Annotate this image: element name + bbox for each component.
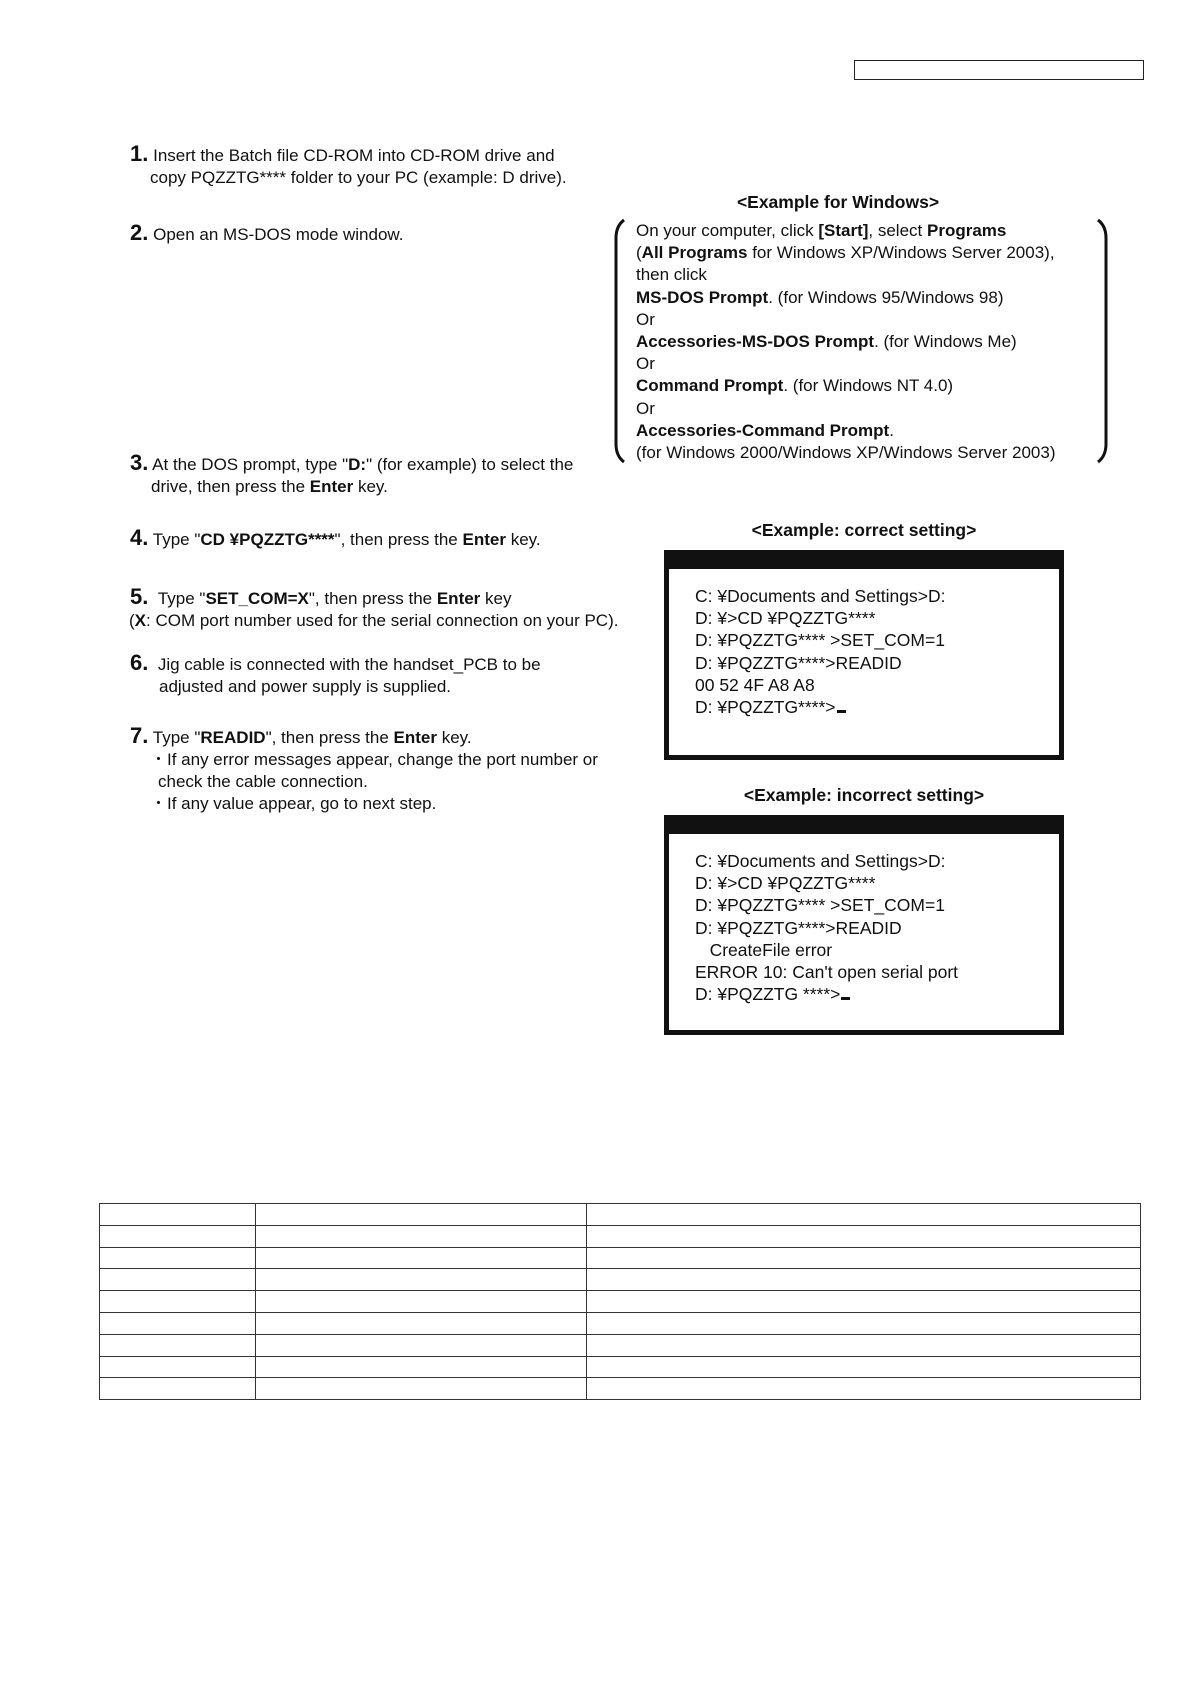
- windows-instructions: [636, 220, 1056, 464]
- step-text-bold: X: [134, 611, 147, 630]
- step-text-bold: Enter: [436, 589, 481, 608]
- step-text: Type ": [152, 728, 201, 747]
- table-row: [100, 1378, 1141, 1400]
- incorrect-terminal: [664, 815, 1064, 1035]
- terminal-line: D: ¥PQZZTG**** >SET_COM=1: [695, 895, 945, 916]
- bullet-text: check the cable connection.: [158, 772, 368, 791]
- header-box: [854, 60, 1144, 80]
- instr-text-bold: Programs: [927, 221, 1007, 240]
- step-text: key.: [505, 530, 541, 549]
- table-row: [100, 1225, 1141, 1247]
- step-text: (: [129, 611, 135, 630]
- step-text: adjusted and power supply is supplied.: [159, 677, 452, 696]
- step-text: At the DOS prompt, type ": [152, 455, 349, 474]
- terminal-line: D: ¥>CD ¥PQZZTG****: [695, 873, 876, 894]
- terminal-line: D: ¥PQZZTG****>: [695, 697, 836, 718]
- instr-text: for Windows XP/Windows Server 2003),: [747, 243, 1055, 263]
- step-1: [130, 143, 567, 189]
- terminal-line: D: ¥PQZZTG****>READID: [695, 917, 902, 938]
- terminal-line: ERROR 10: Can't open serial port: [695, 962, 959, 983]
- instr-text-bold: All Programs: [641, 243, 748, 263]
- step-text: : COM port number used for the serial connection on your PC).: [146, 611, 619, 630]
- instr-text: . (for Windows NT 4.0): [783, 376, 954, 396]
- instr-text-bold: MS-DOS Prompt: [636, 287, 769, 307]
- instr-text-bold: Command Prompt: [636, 376, 784, 396]
- step-number: 7.: [130, 723, 149, 748]
- instr-text-bold: Accessories-Command Prompt: [636, 420, 890, 440]
- terminal-titlebar: [669, 820, 1059, 834]
- instr-text: then click: [636, 265, 707, 285]
- instr-text-bold: [Start]: [818, 221, 869, 240]
- instr-or: Or: [636, 354, 655, 374]
- step-text: ", then press the: [265, 728, 394, 747]
- table-row: [100, 1334, 1141, 1356]
- step-text: copy PQZZTG**** folder to your PC (example: D drive).: [150, 168, 567, 187]
- instr-text: . (for Windows Me): [874, 332, 1017, 352]
- step-number: 3.: [130, 450, 149, 475]
- step-4: [130, 527, 541, 551]
- windows-example-title: <Example for Windows>: [736, 192, 940, 212]
- left-bracket: [612, 218, 626, 464]
- terminal-line: C: ¥Documents and Settings>D:: [695, 851, 946, 871]
- right-bracket: [1096, 218, 1110, 464]
- instr-text: .: [889, 420, 894, 440]
- step-text: Open an MS-DOS mode window.: [153, 225, 404, 244]
- terminal-line: D: ¥PQZZTG ****>: [695, 984, 841, 1005]
- step-text: drive, then press the: [151, 477, 310, 496]
- incorrect-example-title: <Example: incorrect setting>: [743, 785, 985, 805]
- step-text-bold: CD ¥PQZZTG****: [200, 530, 335, 549]
- step-text: " (for example) to select the: [366, 455, 574, 474]
- step-text-bold: Enter: [309, 477, 354, 496]
- step-7: [130, 725, 598, 815]
- step-3: [130, 452, 573, 498]
- bullet-text: ・If any value appear, go to next step.: [150, 794, 437, 813]
- step-text: Insert the Batch file CD-ROM into CD-ROM drive and: [153, 146, 555, 165]
- step-6: [130, 652, 541, 698]
- table-row: [100, 1204, 1141, 1226]
- step-text: Type ": [152, 530, 201, 549]
- step-text: key: [480, 589, 512, 608]
- table-row: [100, 1291, 1141, 1313]
- step-number: 5.: [130, 584, 149, 609]
- step-text: Jig cable is connected with the handset_PCB to be: [157, 655, 541, 674]
- bullet-text: ・If any error messages appear, change the port number or: [150, 750, 598, 769]
- instr-text: On your computer, click: [636, 221, 819, 240]
- step-number: 4.: [130, 525, 149, 550]
- empty-table: [99, 1203, 1141, 1400]
- instr-text: . (for Windows 95/Windows 98): [768, 287, 1004, 307]
- table-row: [100, 1269, 1141, 1291]
- step-text-bold: Enter: [393, 728, 437, 747]
- step-text-bold: READID: [200, 728, 266, 747]
- step-text: key.: [353, 477, 388, 496]
- correct-example-title: <Example: correct setting>: [751, 520, 977, 540]
- table-row: [100, 1312, 1141, 1334]
- step-text-bold: SET_COM=X: [205, 589, 309, 608]
- step-2: [130, 222, 404, 246]
- cursor-icon: [837, 710, 846, 713]
- terminal-line: CreateFile error: [695, 939, 833, 960]
- step-number: 6.: [130, 650, 149, 675]
- instr-text: (: [636, 243, 642, 263]
- terminal-titlebar: [669, 555, 1059, 569]
- cursor-icon: [841, 997, 850, 1000]
- terminal-line: C: ¥Documents and Settings>D:: [695, 586, 946, 606]
- instr-text-bold: Accessories-MS-DOS Prompt: [636, 332, 875, 352]
- instr-or: Or: [636, 309, 655, 329]
- instr-text: , select: [868, 221, 927, 240]
- terminal-line: 00 52 4F A8 A8: [695, 674, 815, 695]
- instr-or: Or: [636, 398, 655, 418]
- terminal-line: D: ¥>CD ¥PQZZTG****: [695, 608, 876, 629]
- step-5: [130, 586, 618, 632]
- step-text: ", then press the: [308, 589, 437, 608]
- step-text: ", then press the: [334, 530, 463, 549]
- step-text-bold: D:: [348, 455, 367, 474]
- table-row: [100, 1356, 1141, 1378]
- correct-terminal: [664, 550, 1064, 760]
- step-number: 2.: [130, 220, 149, 245]
- step-number: 1.: [130, 141, 149, 166]
- table-row: [100, 1247, 1141, 1269]
- step-text: Type ": [157, 589, 206, 608]
- step-text: key.: [437, 728, 472, 747]
- step-text-bold: Enter: [462, 530, 506, 549]
- terminal-line: D: ¥PQZZTG****>READID: [695, 652, 902, 673]
- terminal-line: D: ¥PQZZTG**** >SET_COM=1: [695, 630, 945, 651]
- instr-text: (for Windows 2000/Windows XP/Windows Server 2003): [636, 443, 1056, 463]
